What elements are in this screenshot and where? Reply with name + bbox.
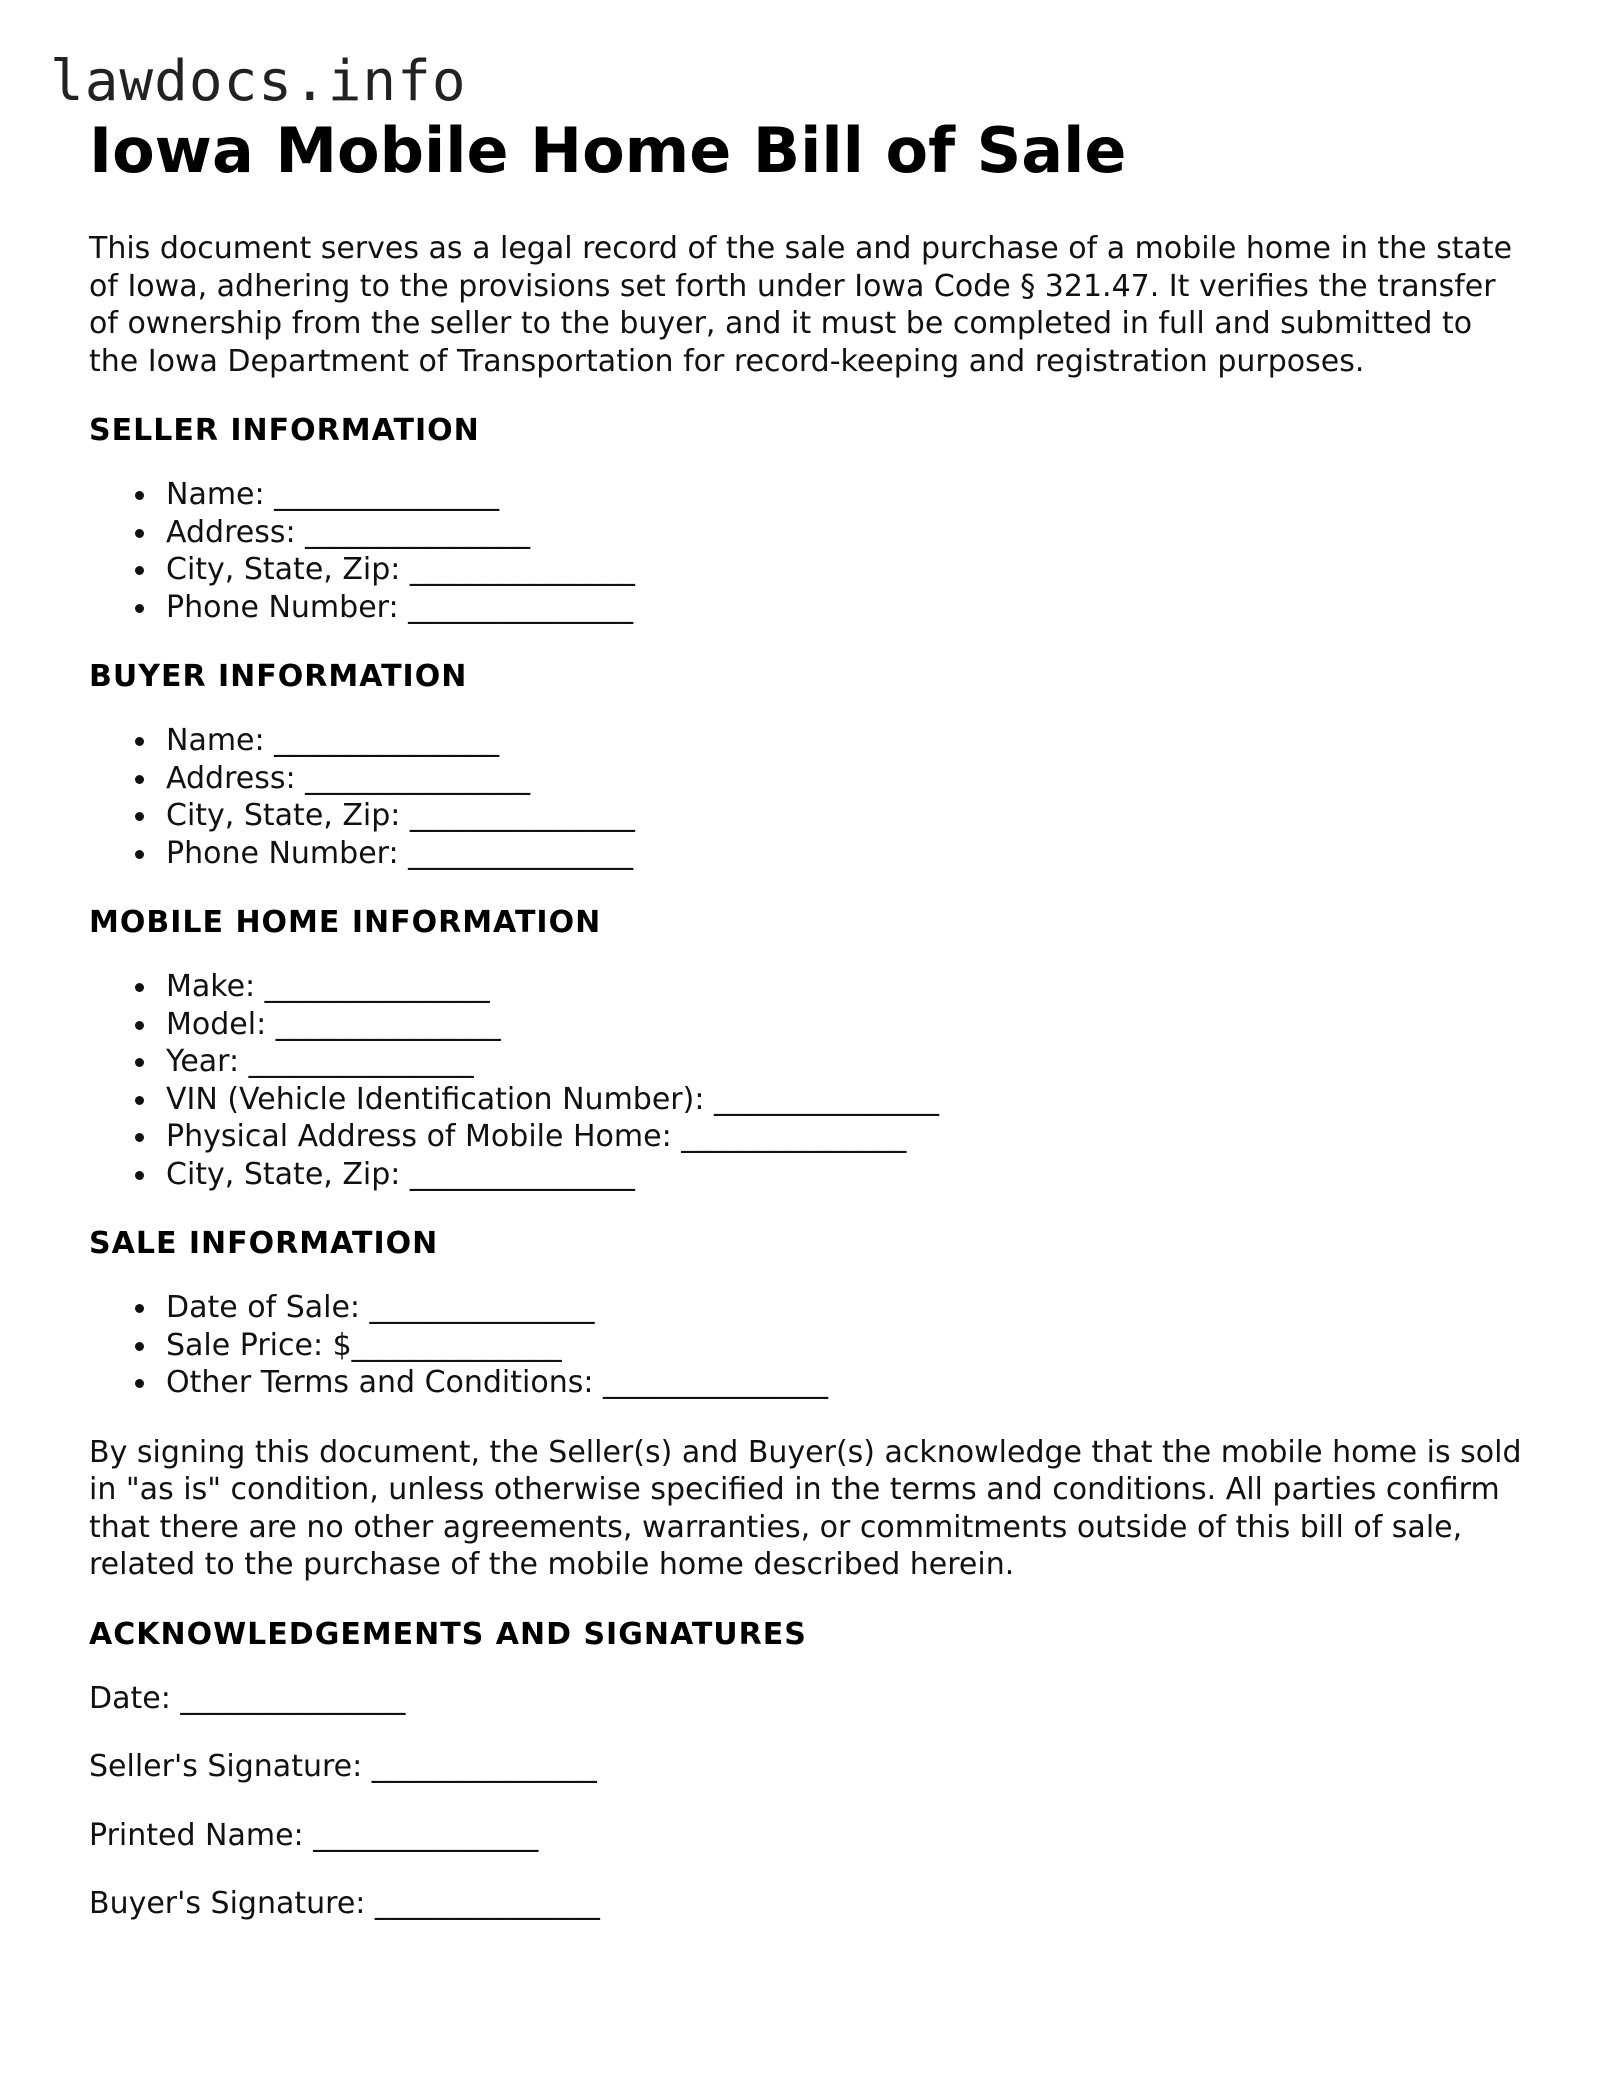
buyer-field-list <box>89 722 1529 872</box>
buyer-phone-field[interactable]: Phone Number: _______________ <box>166 835 1529 873</box>
buyer-address-field[interactable]: Address: _______________ <box>166 760 1529 798</box>
other-terms-field[interactable]: Other Terms and Conditions: _______________ <box>166 1364 1529 1402</box>
watermark-logo: lawdocs.info <box>50 49 467 114</box>
model-field[interactable]: Model: _______________ <box>166 1006 1529 1044</box>
sale-section-heading: SALE INFORMATION <box>89 1226 439 1261</box>
intro-paragraph: This document serves as a legal record of the sale and purchase of a mobile home in the state of Iowa, adhering to the provisions set forth under Iowa Code § 321.47. It verifies the transfer of ownership from the seller to the buyer, and it must be completed in full and submitted to the Iowa Department of Transportation for record-keeping and registration purposes. <box>89 231 1513 379</box>
mobile-home-section-heading: MOBILE HOME INFORMATION <box>89 905 602 940</box>
acknowledgement-paragraph: By signing this document, the Seller(s) and Buyer(s) acknowledge that the mobile home is sold in "as is" condition, unless otherwise specified in the terms and conditions. All parties confirm that there are no other agreements, warranties, or commitments outside of this bill of sale, related to the purchase of the mobile home described herein. <box>89 1434 1522 1582</box>
vin-field[interactable]: VIN (Vehicle Identification Number): _______________ <box>166 1081 1529 1119</box>
seller-signature-field[interactable]: Seller's Signature: _______________ <box>89 1749 597 1784</box>
printed-name-field[interactable]: Printed Name: _______________ <box>89 1817 539 1853</box>
signature-date-field[interactable]: Date: _______________ <box>89 1680 406 1716</box>
seller-section-heading: SELLER INFORMATION <box>89 413 480 448</box>
buyer-city-state-zip-field[interactable]: City, State, Zip: _______________ <box>166 797 1529 835</box>
make-field[interactable]: Make: _______________ <box>166 968 1529 1006</box>
physical-address-field[interactable]: Physical Address of Mobile Home: _______________ <box>166 1118 1529 1156</box>
buyer-section-heading: BUYER INFORMATION <box>89 659 468 694</box>
buyer-name-field[interactable]: Name: _______________ <box>166 722 1529 760</box>
seller-field-list <box>89 476 1529 626</box>
seller-address-field[interactable]: Address: _______________ <box>166 514 1529 552</box>
date-of-sale-field[interactable]: Date of Sale: _______________ <box>166 1289 1529 1327</box>
seller-city-state-zip-field[interactable]: City, State, Zip: _______________ <box>166 551 1529 589</box>
buyer-signature-field[interactable]: Buyer's Signature: _______________ <box>89 1886 600 1921</box>
signatures-section-heading: ACKNOWLEDGEMENTS AND SIGNATURES <box>89 1616 807 1652</box>
sale-field-list <box>89 1289 1529 1402</box>
sale-price-field[interactable]: Sale Price: $______________ <box>166 1327 1529 1365</box>
home-city-state-zip-field[interactable]: City, State, Zip: _______________ <box>166 1156 1529 1194</box>
document-title: Iowa Mobile Home Bill of Sale <box>89 114 1127 187</box>
document-page <box>89 110 1529 1923</box>
mobile-home-field-list <box>89 968 1529 1193</box>
seller-phone-field[interactable]: Phone Number: _______________ <box>166 589 1529 627</box>
year-field[interactable]: Year: _______________ <box>166 1043 1529 1081</box>
seller-name-field[interactable]: Name: _______________ <box>166 476 1529 514</box>
